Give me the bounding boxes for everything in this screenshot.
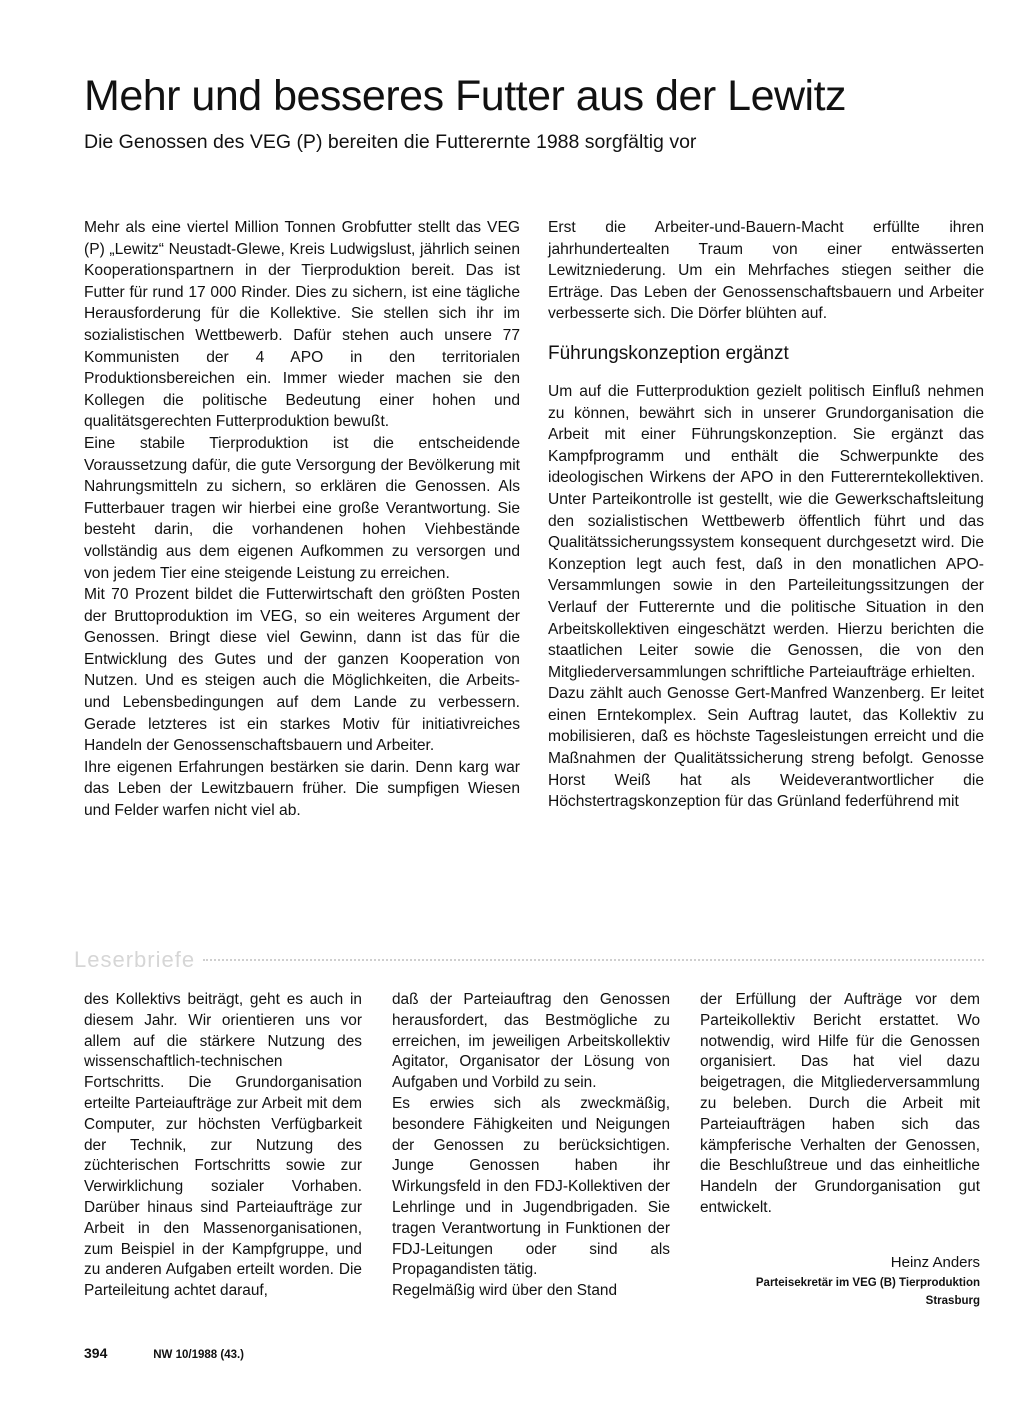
body-paragraph: Es erwies sich als zweckmäßig, besondere Fähigkeiten und Neigungen der Genossen zu berücksichtigen. Junge Genossen haben ihr Wirkungsfeld in den FDJ-Kollektiven der Lehrlinge und in Jugendbrigaden. Sie tragen Verantwortung in Funktionen der FDJ-Leitungen oder sind als Propagandisten tätig. <box>392 1094 670 1279</box>
article-title: Mehr und besseres Futter aus der Lewitz <box>84 72 847 120</box>
issue-reference: NW 10/1988 (43.) <box>153 1349 245 1361</box>
body-paragraph: Erst die Arbeiter-und-Bauern-Macht erfüllte ihren jahrhundertealten Traum von einer entwässerten Lewitzniederung. Um ein Mehrfaches stiegen seither die Erträge. Das Leben der Genossenschaftsbauern und Arbeiter verbesserte sich. Die Dörfer blühten auf. <box>548 219 984 323</box>
article-subtitle: Die Genossen des VEG (P) bereiten die Futterernte 1988 sorgfältig vor <box>84 131 697 153</box>
page-number: 394 <box>84 1345 108 1361</box>
letters-banner <box>74 946 984 974</box>
body-paragraph: Mit 70 Prozent bildet die Futterwirtschaft den größten Posten der Bruttoproduktion im VEG, so ein weiteres Argument der Genossen. Bringt diese viel Gewinn, dann ist das für die Entwicklung des Gutes und der ganzen Kooperation von Nutzen. Und es steigen auch die Möglichkeiten, die Arbeits- und Lebensbedingungen auf dem Lande zu verbessern. Gerade letzteres ist ein starkes Motiv für initiativreiches Handeln der Genossenschaftsbauern und Arbeiter. <box>84 586 520 755</box>
body-paragraph: der Erfüllung der Aufträge vor dem Parteikollektiv Bericht erstattet. Wo notwendig, wird Hilfe für die Genossen organisiert. Das hat viel dazu beigetragen, die Mitgliederversammlung zu beleben. Durch die Arbeit mit Parteiaufträgen haben sich das kämpferische Verhalten der Genossen, die Beschlußtreue und das einheitliche Handeln der Grundorganisation gut entwickelt. <box>700 991 980 1216</box>
section-heading: Führungskonzeption ergänzt <box>548 342 789 364</box>
article-column-3 <box>84 990 362 1302</box>
article-column-4 <box>392 990 670 1302</box>
article-column-2 <box>548 217 984 813</box>
body-paragraph: Ihre eigenen Erfahrungen bestärken sie darin. Denn karg war das Leben der Lewitzbauern früher. Die sumpfigen Wiesen und Felder warfen nicht viel ab. <box>84 758 520 820</box>
article-column-5 <box>700 990 980 1309</box>
body-paragraph: Mehr als eine viertel Million Tonnen Grobfutter stellt das VEG (P) „Lewitz“ Neustadt-Glewe, Kreis Ludwigslust, jährlich seinen Kooperationspartnern in der Tierproduktion bereit. Das ist Futter für rund 17 000 Rinder. Dies zu sichern, ist eine tägliche Herausforderung für die Kollektive. Sie stellen sich ihr im sozialistischen Wettbewerb. Dafür stehen auch unsere 77 Kommunisten der 4 APO in den territorialen Produktionsbereichen ein. Immer wieder machen sie den Kollegen die politische Bedeutung einer hohen und qualitätsgerechten Futterproduktion bewußt. <box>84 219 520 431</box>
body-paragraph: Eine stabile Tierproduktion ist die entscheidende Voraussetzung dafür, die gute Versorgung der Bevölkerung mit Nahrungsmitteln zu sichern, so erklären die Genossen. Als Futterbauer tragen wir hierbei eine große Verantwortung. Sie besteht darin, die vorhandenen hohen Viehbestände vollständig aus dem eigenen Aufkommen zu versorgen und von jedem Tier eine steigende Leistung zu erreichen. <box>84 434 520 582</box>
author-role: Parteisekretär im VEG (B) Tierproduktion <box>755 1276 980 1289</box>
body-paragraph: des Kollektivs beiträgt, geht es auch in diesem Jahr. Wir orientieren uns vor allem auf die stärkere Nutzung des wissenschaftlich-technischen Fortschritts. Die Grundorganisation erteilte Parteiaufträge zur Arbeit mit dem Computer, zur höchsten Verfügbarkeit der Technik, zur Nutzung des züchterischen Fortschritts sowie zur Verwirklichung sozialer Vorhaben. Darüber hinaus sind Parteiaufträge zur Arbeit in den Massenorganisationen, zum Beispiel in der Kampfgruppe, und zu anderen Aufgaben erteilt worden. Die Parteileitung achtet darauf, <box>84 991 362 1300</box>
author-location: Strasburg <box>925 1294 980 1307</box>
page-footer <box>84 1345 484 1361</box>
banner-divider <box>203 959 984 961</box>
body-paragraph: Um auf die Futterproduktion gezielt politisch Einfluß nehmen zu können, bewährt sich in unserer Grundorganisation die Arbeit mit einer Führungskonzeption. Sie ergänzt das Kampfprogramm und enthält die Schwerpunkte des ideologischen Wirkens der APO in den Futtererntekollektiven. Unter Parteikontrolle ist gestellt, wie die Gewerkschaftsleitung den sozialistischen Wettbewerb öffentlich führt und das Qualitätssicherungssystem konsequent durchgesetzt wird. Die Konzeption legt auch fest, daß in den monatlichen APO-Versammlungen sowie in den Parteileitungssitzungen der Verlauf der Futterernte und die politische Situation in den Arbeitskollektiven eingeschätzt werden. Hierzu berichten die staatlichen Leiter sowie die Genossen, die von den Mitgliederversammlungen schriftliche Parteiaufträge erhielten. <box>548 382 984 681</box>
body-paragraph: daß der Parteiauftrag den Genossen herausfordert, das Bestmögliche zu erreichen, im jeweiligen Arbeitskollektiv Agitator, Organisator der Lösung von Aufgaben und Vorbild zu sein. <box>392 991 670 1092</box>
article-column-1 <box>84 217 520 822</box>
body-paragraph: Dazu zählt auch Genosse Gert-Manfred Wanzenberg. Er leitet einen Erntekomplex. Sein Auftrag lautet, das Kollektiv zu mobilisieren, daß es höchste Tagesleistungen erreicht und die Maßnahmen der Qualitätssicherung streng befolgt. Genosse Horst Weiß hat als Weideverantwortlicher die Höchstertragskonzeption für das Grünland federführend mit <box>548 685 984 811</box>
body-paragraph: Regelmäßig wird über den Stand <box>392 1282 617 1300</box>
author-name: Heinz Anders <box>890 1253 980 1271</box>
letters-banner-label: Leserbriefe <box>74 947 196 972</box>
